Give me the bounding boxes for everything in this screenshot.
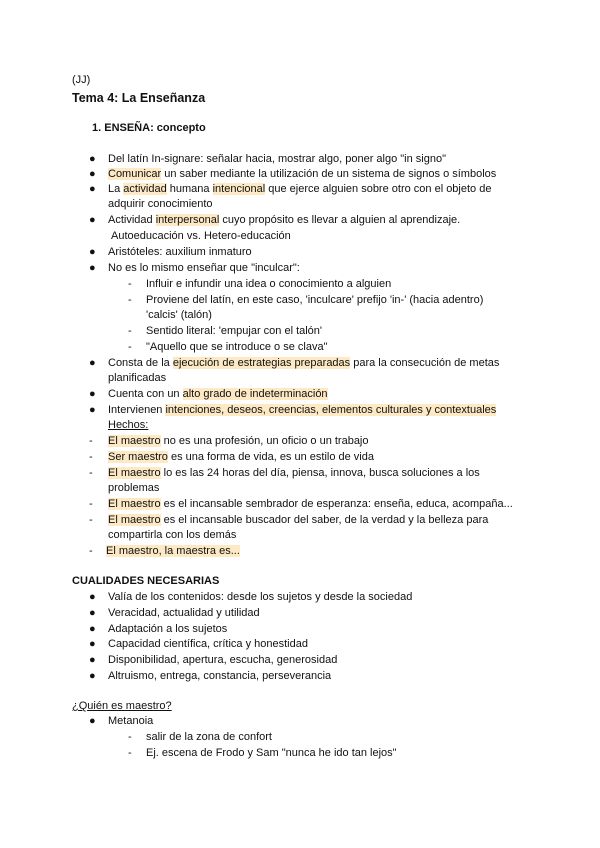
bullet-dot-icon: ● (89, 591, 96, 603)
highlight: El maestro (108, 467, 161, 479)
text: no es una profesión, un oficio o un trabajo (160, 435, 369, 447)
highlight: El maestro (108, 514, 161, 526)
dash-icon: - (128, 341, 132, 353)
cualidad-item: Adaptación a los sujetos (108, 623, 228, 635)
bullet-dot-icon: ● (89, 357, 96, 369)
bullet-text (108, 213, 460, 227)
text: Intervienen (108, 404, 166, 416)
quien-sub-item: salir de la zona de confort (146, 731, 272, 743)
highlight: alto grado de indeterminación (182, 388, 328, 400)
bullet-text: Del latín In-signare: señalar hacia, mostrar algo, poner algo "in signo" (108, 153, 446, 165)
hecho-item-continuation: problemas (108, 482, 160, 494)
hecho-item (106, 544, 240, 558)
hecho-item (108, 497, 513, 511)
bullet-dot-icon: ● (89, 607, 96, 619)
dash-icon: - (89, 435, 93, 447)
text: para la consecución de metas (350, 357, 500, 369)
quien-heading: ¿Quién es maestro? (72, 700, 172, 712)
highlight: Ser maestro (108, 451, 168, 463)
bullet-dot-icon: ● (89, 214, 96, 226)
sub-bullet-text: Sentido literal: 'empujar con el talón' (146, 325, 323, 337)
text: un saber mediante la utilización de un sistema de signos o símbolos (161, 168, 497, 180)
dash-icon: - (89, 514, 93, 526)
text: que ejerce alguien sobre otro con el objeto de (265, 183, 492, 195)
text: es el incansable buscador del saber, de la verdad y la belleza para (160, 514, 489, 526)
bullet-dot-icon: ● (89, 388, 96, 400)
dash-icon: - (128, 325, 132, 337)
bullet-text (108, 387, 328, 401)
dash-icon: - (128, 731, 132, 743)
cualidad-item: Disponibilidad, apertura, escucha, generosidad (108, 654, 338, 666)
text: Cuenta con un (108, 388, 183, 400)
highlight: El maestro (108, 498, 161, 510)
cualidad-item: Capacidad científica, crítica y honestidad (108, 638, 308, 650)
dash-icon: - (89, 545, 93, 557)
cualidad-item: Valía de los contenidos: desde los sujetos y desde la sociedad (108, 591, 413, 603)
hecho-item (108, 513, 488, 527)
bullet-dot-icon: ● (89, 168, 96, 180)
cualidad-item: Veracidad, actualidad y utilidad (108, 607, 260, 619)
highlight: intenciones, deseos, creencias, elementos culturales y contextuales (165, 404, 497, 416)
bullet-text (108, 403, 496, 417)
bullet-dot-icon: ● (89, 638, 96, 650)
dash-icon: - (128, 278, 132, 290)
bullet-dot-icon: ● (89, 153, 96, 165)
bullet-dot-icon: ● (89, 715, 96, 727)
bullet-dot-icon: ● (89, 670, 96, 682)
hechos-label: Hechos: (108, 419, 149, 431)
bullet-text (108, 182, 491, 196)
bullet-text-continuation: planificadas (108, 372, 167, 384)
bullet-text (108, 356, 499, 370)
text: La (108, 183, 124, 195)
bullet-dot-icon: ● (89, 654, 96, 666)
sub-bullet-text: Proviene del latín, en este caso, 'inculcare' prefijo 'in-' (hacia adentro) (146, 294, 484, 306)
dash-icon: - (89, 467, 93, 479)
text: es una forma de vida, es un estilo de vida (167, 451, 374, 463)
bullet-text: Aristóteles: auxilium inmaturo (108, 246, 252, 258)
quien-sub-item: Ej. escena de Frodo y Sam "nunca he ido tan lejos" (146, 747, 397, 759)
cualidades-heading: CUALIDADES NECESARIAS (72, 575, 220, 587)
bullet-dot-icon: ● (89, 246, 96, 258)
text: Actividad (108, 214, 156, 226)
bullet-dot-icon: ● (89, 183, 96, 195)
bullet-dot-icon: ● (89, 262, 96, 274)
highlight: El maestro, la maestra es... (106, 545, 240, 557)
dash-icon: - (128, 747, 132, 759)
bullet-text (108, 167, 496, 181)
hecho-item (108, 434, 369, 448)
highlight: El maestro (108, 435, 161, 447)
quien-item: Metanoia (108, 715, 154, 727)
text: lo es las 24 horas del día, piensa, innova, busca soluciones a los (160, 467, 480, 479)
dash-icon: - (89, 451, 93, 463)
sub-bullet-continuation: 'calcis' (talón) (146, 309, 212, 321)
page-title: Tema 4: La Enseñanza (72, 91, 206, 105)
hecho-item-continuation: compartirla con los demás (108, 529, 237, 541)
sub-bullet-text: Influir e infundir una idea o conocimiento a alguien (146, 278, 392, 290)
highlight: interpersonal (155, 214, 220, 226)
dash-icon: - (128, 294, 132, 306)
sub-bullet-text: "Aquello que se introduce o se clava" (146, 341, 328, 353)
hecho-item (108, 450, 374, 464)
section-heading: 1. ENSEÑA: concepto (92, 122, 206, 134)
bullet-text-continuation: Autoeducación vs. Hetero-educación (111, 230, 291, 242)
highlight: actividad (123, 183, 167, 195)
highlight: Comunicar (108, 168, 162, 180)
hecho-item (108, 466, 480, 480)
bullet-dot-icon: ● (89, 404, 96, 416)
bullet-dot-icon: ● (89, 623, 96, 635)
author-tag: (JJ) (72, 74, 91, 86)
text: es el incansable sembrador de esperanza: enseña, educa, acompaña... (160, 498, 513, 510)
text: Consta de la (108, 357, 173, 369)
text: humana (166, 183, 213, 195)
bullet-text: No es lo mismo enseñar que "inculcar": (108, 262, 300, 274)
highlight: intencional (212, 183, 266, 195)
dash-icon: - (89, 498, 93, 510)
highlight: ejecución de estrategias preparadas (172, 357, 351, 369)
cualidad-item: Altruismo, entrega, constancia, perseverancia (108, 670, 332, 682)
bullet-text-continuation: adquirir conocimiento (108, 198, 213, 210)
text: cuyo propósito es llevar a alguien al aprendizaje. (219, 214, 461, 226)
